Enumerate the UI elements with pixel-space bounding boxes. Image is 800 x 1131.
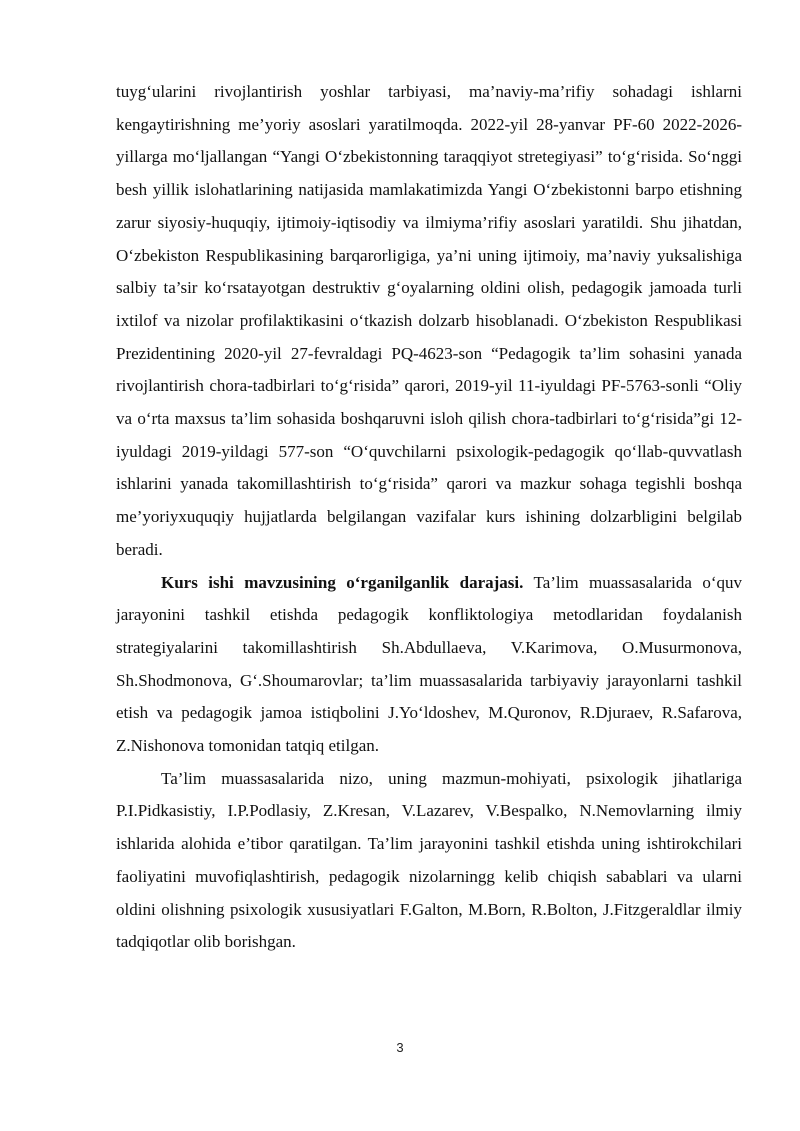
paragraph-text: Ta’lim muassasalarida o‘quv jarayonini tashkil etishda pedagogik konfliktologiya metodlaridan foydalanish strategiyalarini takomillashtirish Sh.Abdullaeva, V.Karimova, O.Musurmonova, Sh.Shodmonova, G‘.Shoumarovlar; ta’lim muassasalarida tarbiyaviy jarayonlarni tashkil etish va pedagogik jamoa istiqbolini J.Yo‘ldoshev, M.Quronov, R.Djuraev, R.Safarova, Z.Nishonova tomonidan tatqiq etilgan. <box>116 572 742 756</box>
paragraph-conflict-research <box>116 763 742 959</box>
page-number: 3 <box>396 1040 404 1055</box>
inline-heading: Kurs ishi mavzusining o‘rganilganlik darajasi. <box>161 572 524 592</box>
paragraph-text: Ta’lim muassasalarida nizo, uning mazmun-mohiyati, psixologik jihatlariga P.I.Pidkasistiy, I.P.Podlasiy, Z.Kresan, V.Lazarev, V.Bespalko, N.Nemovlarning ilmiy ishlarida alohida e’tibor qaratilgan. Ta’lim jarayonini tashkil etishda uning ishtirokchilari faoliyatini muvofiqlashtirish, pedagogik nizolarningg kelib chiqish sabablari va ularni oldini olishning psixologik xususiyatlari F.Galton, M.Born, R.Bolton, J.Fitzgeraldlar ilmiy tadqiqotlar olib borishgan. <box>116 768 742 952</box>
paragraph-study-level <box>116 567 742 763</box>
paragraph-continuation <box>116 76 742 567</box>
body-text <box>116 76 742 959</box>
paragraph-text: tuyg‘ularini rivojlantirish yoshlar tarbiyasi, ma’naviy-ma’rifiy sohadagi ishlarni kengaytirishning me’yoriy asoslari yaratilmoqda. 2022-yil 28-yanvar PF-60 2022-2026-yillarga mo‘ljallangan “Yangi O‘zbekistonning taraqqiyot stretegiyasi” to‘g‘risida. So‘nggi besh yillik islohatlarining natijasida mamlakatimizda Yangi O‘zbekistonni barpo etishning zarur siyosiy-huquqiy, ijtimoiy-iqtisodiy va ilmiyma’rifiy asoslari yaratildi. Shu jihatdan, O‘zbekiston Respublikasining barqarorligiga, ya’ni uning ijtimoiy, ma’naviy yuksalishiga salbiy ta’sir ko‘rsatayotgan destruktiv g‘oyalarning oldini olish, pedagogik jamoada turli ixtilof va nizolar profilaktikasini o‘tkazish dolzarb hisoblanadi. O‘zbekiston Respublikasi Prezidentining 2020-yil 27-fevraldagi PQ-4623-son “Pedagogik ta’lim sohasini yanada rivojlantirish chora-tadbirlari to‘g‘risida” qarori, 2019-yil 11-iyuldagi PF-5763-sonli “Oliy va o‘rta maxsus ta’lim sohasida boshqaruvni isloh qilish chora-tadbirlari to‘g‘risida”gi 12-iyuldagi 2019-yildagi 577-son “O‘quvchilarni psixologik-pedagogik qo‘llab-quvvatlash ishlarini yanada takomillashtirish to‘g‘risida” qarori va mazkur sohaga tegishli boshqa me’yoriyxuquqiy hujjatlarda belgilangan vazifalar kurs ishining dolzarbligini belgilab beradi. <box>116 82 742 559</box>
